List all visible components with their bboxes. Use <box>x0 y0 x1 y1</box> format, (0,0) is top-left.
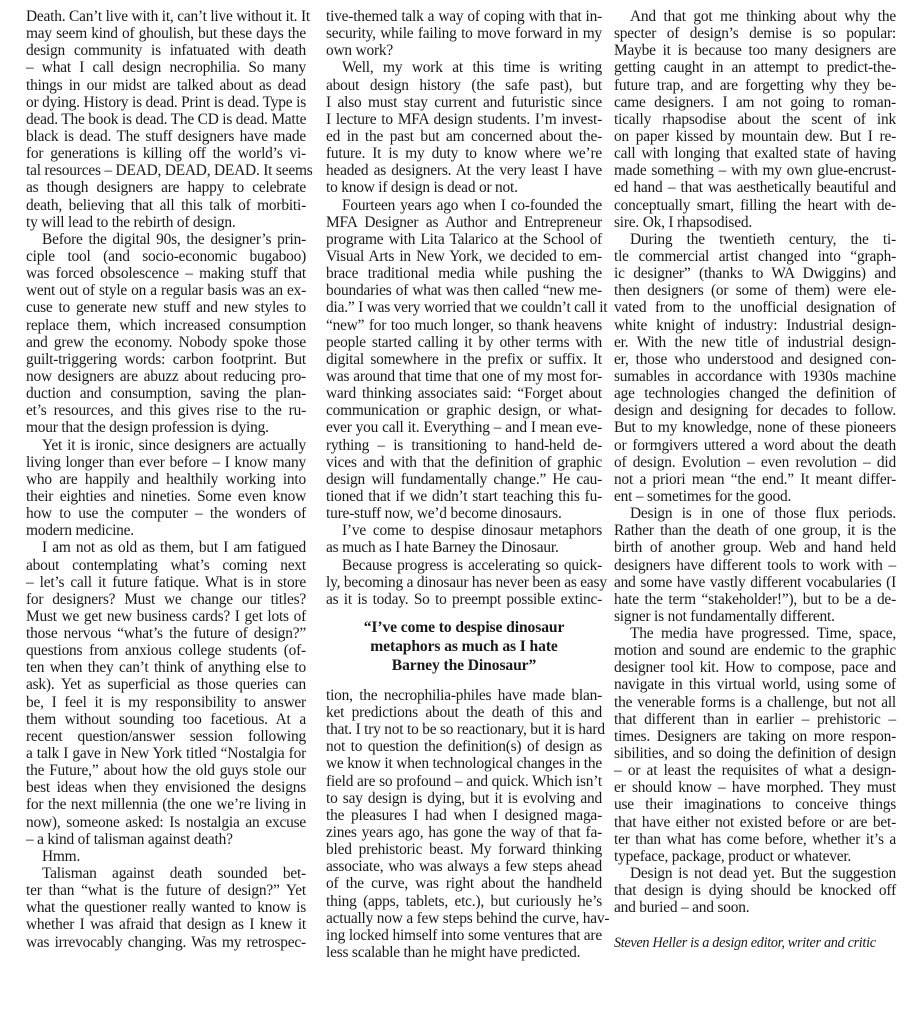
text-line: may seem kind of ghoulish, but these days the <box>26 25 306 43</box>
text-line: associate, who was always a few steps ahead <box>326 858 602 876</box>
text-line: ward thinking associates said: “Forget about <box>326 385 602 403</box>
text-line: cuse to generate new stuff and new styles to <box>26 299 306 317</box>
text-line: that have either not existed before or are bet- <box>614 813 896 831</box>
text-line: now), someone asked: Is nostalgia an excuse <box>26 813 306 831</box>
text-line: design and designing for decades to follow. <box>614 402 896 420</box>
text-line: that. I try not to be so reactionary, but it is hard <box>326 721 605 739</box>
text-line: went out of style on a regular basis was an ex- <box>26 282 306 300</box>
text-line: specter of design’s demise is so popular: <box>614 25 896 43</box>
text-line: then designers (or some of them) were ele- <box>614 282 896 300</box>
text-line: for designers? Must we change our titles? <box>26 590 306 608</box>
text-line: about design history (the safe past), but <box>326 76 602 94</box>
text-line: death, believing that all this talk of morbiti- <box>26 196 306 214</box>
column-3-text <box>614 8 896 916</box>
text-line: Well, my work at this time is writing <box>342 59 602 77</box>
pull-quote-line: Barney the Dinosaur” <box>391 656 537 674</box>
text-line: was around that time that one of my most for- <box>326 367 602 385</box>
text-line: ing locked himself into some ventures that are <box>326 926 602 944</box>
text-line: white knight of industry: Industrial design- <box>614 316 896 334</box>
text-line: that different than in earlier – prehistoric – <box>614 710 896 728</box>
article-column-3 <box>614 8 896 953</box>
pull-quote-line: “I’ve come to despise dinosaur <box>363 618 565 636</box>
text-line: to know if design is dead or not. <box>326 179 518 197</box>
text-line: ten when they can’t think of anything else to <box>26 659 306 677</box>
text-line: black is dead. The stuff designers have made <box>26 127 306 145</box>
text-line: own work? <box>326 42 394 60</box>
text-line: who are happily and healthily working into <box>26 470 306 488</box>
text-line: as much as I hate Barney the Dinosaur. <box>326 539 559 557</box>
pull-quote <box>326 618 602 675</box>
text-line: as it is today. So to preempt possible extinc- <box>326 590 602 608</box>
text-line: recent question/answer session following <box>26 727 306 745</box>
text-line: of the curve, was right about the handheld <box>326 875 602 893</box>
text-line: design will fundamentally change.” He cau- <box>326 470 602 488</box>
pull-quote-line: metaphors as much as I hate <box>370 637 558 655</box>
text-line: age technologies changed the definition of <box>614 385 896 403</box>
text-line: tle commercial artist changed into “graph- <box>614 247 896 265</box>
text-line: a talk I gave in New York titled “Nostalgia for <box>26 745 306 763</box>
text-line: ket predictions about the death of this and <box>326 704 602 722</box>
text-line: hate the term “stakeholder!”), but to be a de- <box>614 590 896 608</box>
article-column-2 <box>326 8 610 962</box>
text-line: tive-themed talk a way of coping with that in- <box>326 8 602 25</box>
text-line: on paper kissed by mountain dew. But I re- <box>614 127 896 145</box>
text-line: for the next millennia (the one we’re living in <box>26 796 306 814</box>
text-line: I lecture to MFA design students. I’m invest- <box>326 110 602 128</box>
text-line: “new” for too much longer, so thank heavens <box>326 316 602 334</box>
text-line: – a kind of talisman against death? <box>26 830 233 848</box>
text-line: the pleasures I had when I designed maga- <box>326 806 602 824</box>
text-line: best ideas when they envisioned the designs <box>26 779 306 797</box>
text-line: communication or graphic design, or what- <box>326 402 602 420</box>
text-line: replace them, which increased consumption <box>26 316 306 334</box>
column-2-text-before-quote <box>326 8 608 608</box>
text-line: zines years ago, has gone the way of that fa- <box>326 824 602 842</box>
text-line: Maybe it is because too many designers are <box>614 42 896 60</box>
text-line: the Future,” about how the old guys stole our <box>26 762 306 780</box>
text-line: or dying. History is dead. Print is dead. Type is <box>26 93 306 111</box>
text-line: ask). Yet as superficial as those queries can <box>26 676 306 694</box>
text-line: and grew the economy. Nobody spoke those <box>26 333 306 351</box>
text-line: those nervous “what’s the future of design?” <box>26 625 306 643</box>
text-line: Before the digital 90s, the designer’s prin- <box>42 230 306 248</box>
text-line: brace traditional media while pushing the <box>326 265 602 283</box>
text-line: was irrevocably changing. Was my retrospec- <box>26 933 306 951</box>
text-line: conceptually smart, filling the heart with de- <box>614 196 896 214</box>
text-line: ever you call it. Everything – and I mean eve- <box>326 419 602 437</box>
text-line: we know it when technological changes in the <box>326 755 602 773</box>
text-line: sibilities, and so doing the definition of design <box>614 745 896 763</box>
text-line: tal resources – DEAD, DEAD, DEAD. It seems <box>26 162 313 180</box>
text-line: programe with Lita Talarico at the School of <box>326 230 602 248</box>
text-line: boundaries of what was then called “new me- <box>326 282 602 300</box>
author-byline: Steven Heller is a design editor, writer and critic <box>614 935 876 952</box>
text-line: future trap, and are forgetting why they be- <box>614 76 896 94</box>
text-line: of design. Evolution – even revolution – did <box>614 453 896 471</box>
text-line: ty will lead to the rebirth of design. <box>26 213 236 231</box>
text-line: typeface, package, product or whatever. <box>614 847 852 865</box>
text-line: duction and consumption, saving the plan- <box>26 385 306 403</box>
text-line: MFA Designer as Author and Entrepreneur <box>326 213 602 231</box>
text-line: ed in the past but am concerned about the- <box>326 127 602 145</box>
text-line: made something – with my own glue-encrust- <box>614 162 896 180</box>
text-line: designer tool kit. How to compose, pace and <box>614 659 896 677</box>
text-line: The media have progressed. Time, space, <box>630 625 896 643</box>
text-line: ter than what has come before, whether it’s a <box>614 830 896 848</box>
text-line: And that got me thinking about why the <box>630 8 896 25</box>
text-line: ture-stuff now, we’d become dinosaurs. <box>326 505 562 523</box>
text-line: how to use the computer – the wonders of <box>26 505 306 523</box>
text-line: security, while failing to move forward in my <box>326 25 602 43</box>
text-line: future. It is my duty to know where we’re <box>326 145 602 163</box>
text-line: rything – is transitioning to hand-held de- <box>326 436 602 454</box>
text-line: digital somewhere in the prefix or suffix. It <box>326 350 602 368</box>
text-line: et’s resources, and this gives rise to the ru- <box>26 402 306 420</box>
text-line: signer is not fundamentally different. <box>614 607 835 625</box>
text-line: Because progress is accelerating so quick- <box>342 556 602 574</box>
text-line: Design is in one of those flux periods. <box>630 505 896 523</box>
text-line: ly, becoming a dinosaur has never been as easy <box>326 573 607 591</box>
text-line: tioned that if we didn’t start teaching this fu- <box>326 487 602 505</box>
text-line: Visual Arts in New York, we decided to em- <box>326 247 602 265</box>
text-line: designers have different tools to work with – <box>614 556 896 574</box>
text-line: tically rhapsodise about the scent of ink <box>614 110 896 128</box>
text-line: field are so profound – and quick. Which isn’t <box>326 772 602 790</box>
text-line: During the twentieth century, the ti- <box>630 230 896 248</box>
text-line: or formgivers uttered a word about the death <box>614 436 896 454</box>
text-line: er. With the new title of industrial design- <box>614 333 896 351</box>
text-line: Design is not dead yet. But the suggestion <box>630 865 896 883</box>
text-line: sumables in accordance with 1930s machine <box>614 367 896 385</box>
text-line: the venerable forms is a challenge, but not all <box>614 693 896 711</box>
text-line: ter than “what is the future of design?” Yet <box>26 882 306 900</box>
text-line: I also must stay current and futuristic since <box>326 93 602 111</box>
text-line: motion and sound are endemic to the graphic <box>614 642 896 660</box>
text-line: – or at least the requisites of what a design- <box>614 762 896 780</box>
text-line: call with longing that exalted state of having <box>614 145 896 163</box>
text-line: Fourteen years ago when I co-founded the <box>342 196 602 214</box>
text-line: for generations is killing off the world’s vi- <box>26 145 306 163</box>
text-line: Death. Can’t live with it, can’t live without it. It <box>26 8 310 25</box>
text-line: er, those who understood and designed con- <box>614 350 896 368</box>
text-line: use their imaginations to conceive things <box>614 796 896 814</box>
text-line: thing (apps, tablets, etc.), but curiously he’s <box>326 892 602 910</box>
text-line: – what I call design necrophilia. So many <box>26 59 306 77</box>
text-line: dia.” I was very worried that we couldn’t call it <box>326 299 608 317</box>
text-line: be, I feel it is my responsibility to answer <box>26 693 306 711</box>
text-line: Must we get new business cards? I get lots of <box>26 607 306 625</box>
text-line: er should know – have morphed. They must <box>614 779 896 797</box>
text-line: Talisman against death sounded bet- <box>42 865 306 883</box>
column-2-text-after-quote <box>326 686 610 962</box>
text-line: Yet it is ironic, since designers are actually <box>42 436 306 454</box>
text-line: not to question the definition(s) of design as <box>326 738 602 756</box>
text-line: about contemplating what’s coming next <box>26 556 306 574</box>
text-line: ciple tool (and socio-economic bugaboo) <box>26 247 306 265</box>
text-line: and buried – and soon. <box>614 899 750 917</box>
text-line: I am not as old as them, but I am fatigued <box>42 539 306 557</box>
text-line: ed hand – that was aesthetically beautiful and <box>614 179 896 197</box>
text-line: modern medicine. <box>26 522 134 540</box>
text-line: birth of another group. Web and hand held <box>614 539 896 557</box>
text-line: living longer than ever before – I know many <box>26 453 306 471</box>
text-line: whether I was afraid that design as I knew it <box>26 916 306 934</box>
text-line: times. Designers are taking on more respon- <box>614 727 896 745</box>
text-line: came designers. I am not going to roman- <box>614 93 896 111</box>
text-line: their eighties and nineties. Some even know <box>26 487 306 505</box>
text-line: Rather than the death of one group, it is the <box>614 522 896 540</box>
text-line: mour that the design profession is dying. <box>26 419 269 437</box>
article-column-1 <box>26 8 313 951</box>
text-line: bled prehistoric beast. My forward thinking <box>326 841 602 859</box>
text-line: ent – sometimes for the good. <box>614 487 792 505</box>
text-line: now designers are abuzz about reducing pro- <box>26 367 306 385</box>
text-line: ic designer” (thanks to WA Dwiggins) and <box>614 265 896 283</box>
text-line: not a priori mean “the end.” It meant differ- <box>614 470 896 488</box>
text-line: navigate in this virtual world, using some of <box>614 676 896 694</box>
text-line: dead. The book is dead. The CD is dead. Matte <box>26 110 307 128</box>
text-line: vated from to the unofficial designation of <box>614 299 896 317</box>
text-line: I’ve come to despise dinosaur metaphors <box>342 522 602 540</box>
text-line: was forced obsolescence – making stuff that <box>26 265 306 283</box>
text-line: getting caught in an attempt to predict-the- <box>614 59 896 77</box>
text-line: design community is infatuated with death <box>26 42 306 60</box>
text-line: questions from anxious college students (of- <box>26 642 306 660</box>
text-line: guilt-triggering words: carbon footprint. But <box>26 350 306 368</box>
text-line: what the questioner really wanted to know is <box>26 899 306 917</box>
text-line: less scalable than he might have predicted. <box>326 944 581 962</box>
text-line: that design is dying should be knocked off <box>614 882 896 900</box>
text-line: But to my knowledge, none of these pioneers <box>614 419 896 437</box>
text-line: headed as designers. At the very least I have <box>326 162 602 180</box>
text-line: tion, the necrophilia-philes have made blan- <box>326 686 602 704</box>
text-line: things in our midst are talked about as dead <box>26 76 306 94</box>
text-line: sire. Ok, I rhapsodised. <box>614 213 752 231</box>
text-line: them without sounding too facetious. At a <box>26 710 306 728</box>
text-line: – let’s call it future fatique. What is in store <box>26 573 306 591</box>
text-line: and some have vastly different vocabularies (I <box>614 573 896 591</box>
text-line: actually now a few steps behind the curve, hav- <box>326 909 610 927</box>
text-line: to say design is dying, but it is evolving and <box>326 789 602 807</box>
text-line: vices and with that the definition of graphic <box>326 453 602 471</box>
text-line: people started calling it by other terms with <box>326 333 602 351</box>
text-line: as though designers are happy to celebrate <box>26 179 306 197</box>
text-line: Hmm. <box>42 847 81 865</box>
